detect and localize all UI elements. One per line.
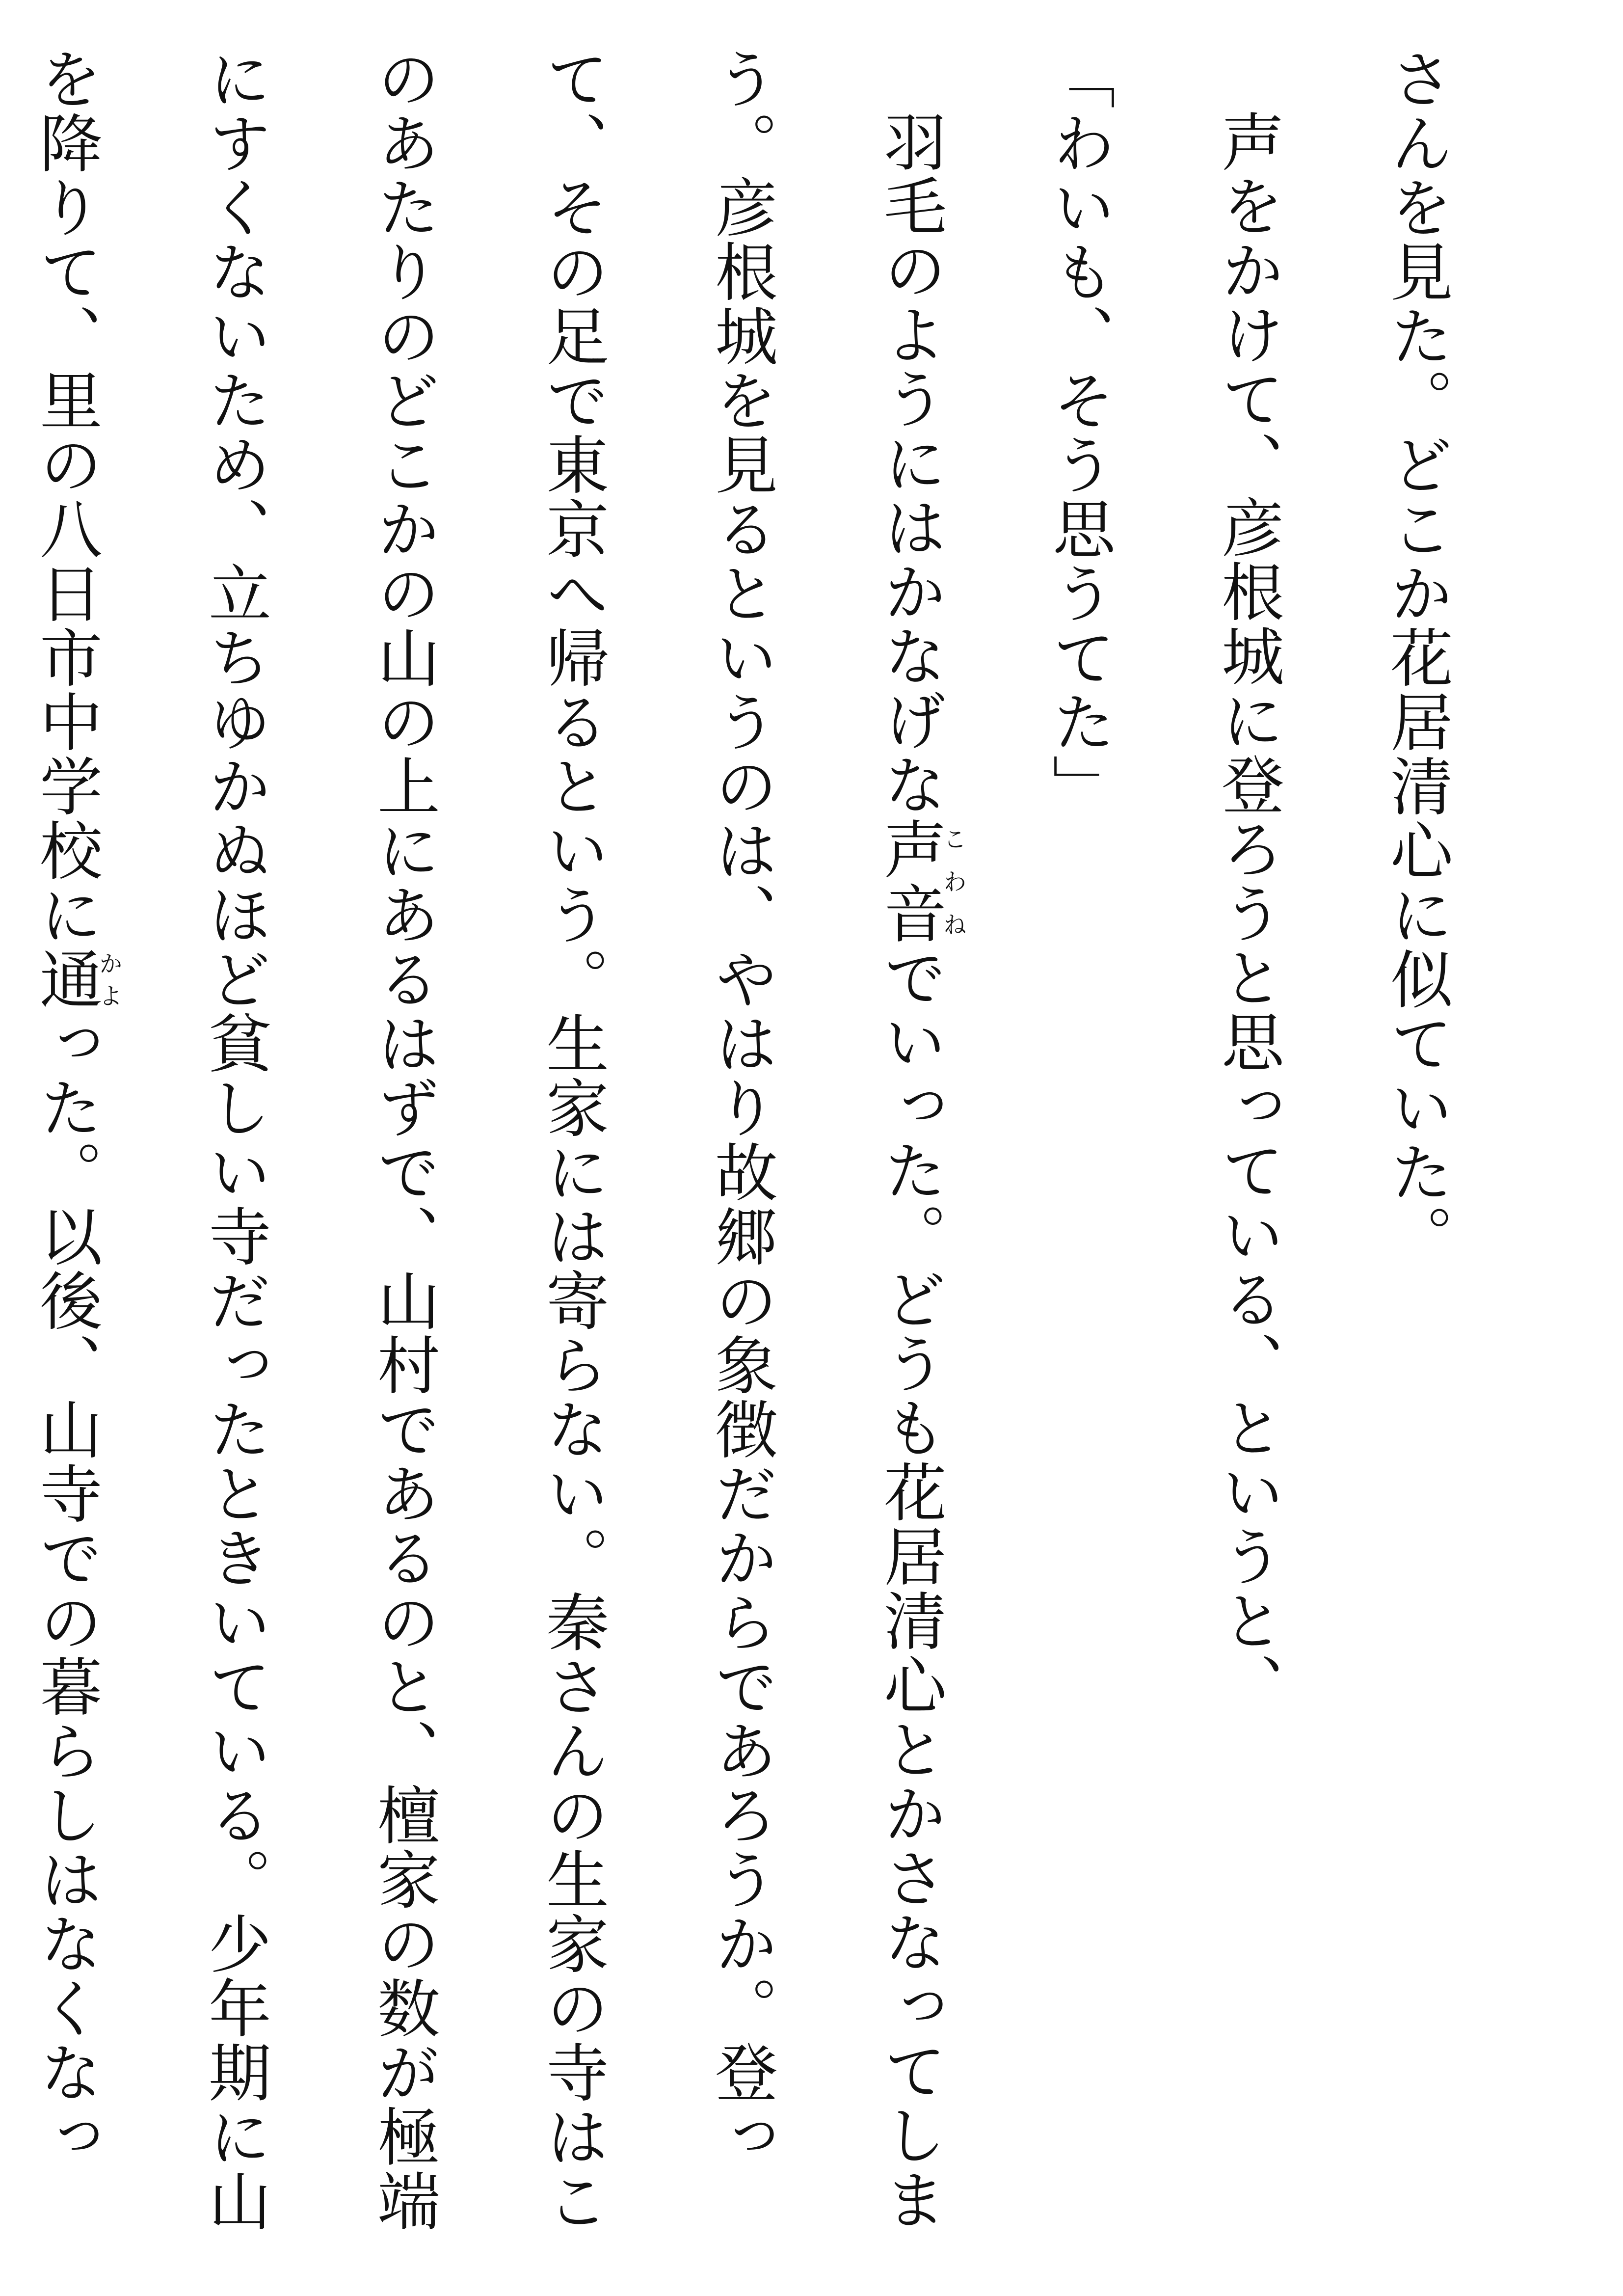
ruby-base: 声音: [873, 817, 946, 945]
text-segment: 「わいも、そう思うてた」: [1042, 47, 1115, 818]
text-segment: 羽毛のようにはかなげな: [873, 109, 946, 817]
text-segment: 声をかけて、彦根城に登ろうと思っている、というと、: [1211, 109, 1284, 1717]
paragraph-p3: [994, 47, 1163, 2261]
text-segment: った。以後、山寺での暮らしはなくなっ: [29, 1011, 102, 2169]
ruby-annotation: [29, 947, 123, 1011]
ruby-base: 通: [29, 947, 102, 1011]
ruby-annotation: [873, 817, 967, 945]
ruby-reading: こわね: [939, 817, 967, 945]
paragraph-p4: [0, 47, 994, 2261]
vertical-text-block: [0, 47, 1500, 2261]
text-segment: でいった。どうも花居清心とかさなってしまう。彦根城を見るというのは、やはり故郷の象徴だからであろうか。登って、その足で東京へ帰るという。生家には寄らない。秦さんの生家の寺はこのあたりのどこかの山の上にあるはずで、山村であるのと、檀家の数が極端にすくないため、立ちゆかぬほど貧しい寺だったときいている。少年期に山を降りて、里の八日市中学校に: [29, 47, 946, 2233]
paragraph-p2: [1163, 47, 1331, 2261]
paragraph-p1: [1331, 47, 1500, 2261]
text-segment: さんを見た。どこか花居清心に似ていた。: [1380, 47, 1453, 1269]
ruby-reading: かよ: [95, 947, 123, 1011]
